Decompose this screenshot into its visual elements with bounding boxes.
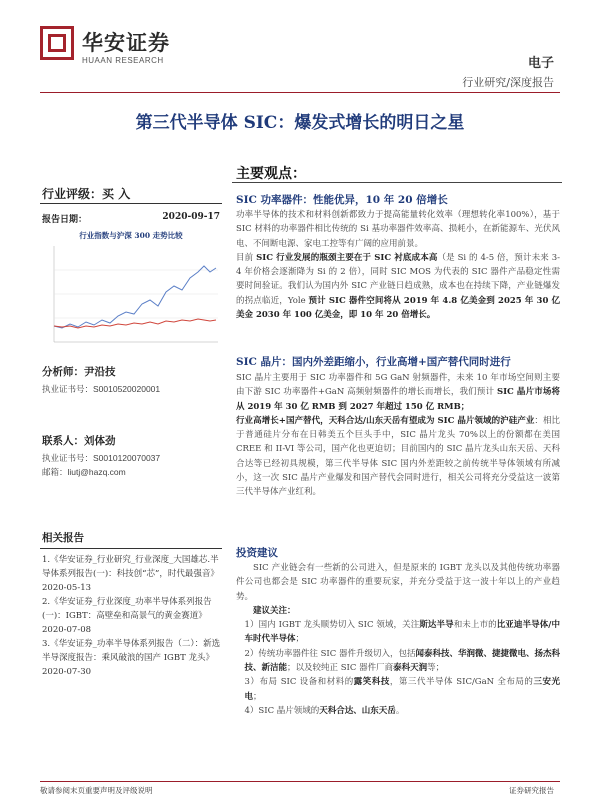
footer-divider bbox=[40, 781, 560, 782]
industry-rating bbox=[42, 185, 130, 202]
emphasis-text: SIC 行业发展的瓶颈主要在于 SIC 衬底成本高 bbox=[256, 252, 438, 263]
main-points-heading: 主要观点： bbox=[236, 165, 306, 181]
date-value: 2020-09-17 bbox=[162, 212, 220, 222]
footer-label: 证券研究报告 bbox=[509, 786, 554, 795]
section-heading-sic-wafer: SIC 晶片：国内外差距缩小，行业高增+国产替代同时进行 bbox=[236, 356, 511, 368]
paragraph bbox=[236, 414, 560, 500]
text-run: ：相比于普通硅片分布在日韩美五个巨头手中，SIC 晶片龙头 70%以上的份额都在美国 CREE 和 II-VI 等公司，国产化也更迫切；目前国内的 SIC 晶片龙头山东天岳、天科合达等已经初具规模，第三代半导体 SIC 国内外差距较之前传统半导体领域有所减小，这一次 SIC 晶片产业爆发和国产替代会同时进行，相关公司将充分受益这一波第三代半导体产业红利。 bbox=[236, 415, 560, 498]
brand-logo-mark bbox=[40, 26, 74, 60]
page-title: 第三代半导体 SIC：爆发式增长的明日之星 bbox=[135, 113, 465, 133]
company-name: 泰科天润 bbox=[393, 663, 428, 674]
contact-heading bbox=[42, 433, 116, 448]
analyst-cert: 执业证书号：S0010520020001 bbox=[42, 384, 161, 394]
section-sic-devices-body bbox=[236, 208, 560, 322]
text-run: 4）SIC 晶片领域的 bbox=[244, 705, 320, 716]
report-date bbox=[42, 212, 220, 225]
company-name: 露笑科技 bbox=[353, 677, 390, 688]
related-report-item[interactable]: 3.《华安证券_功率半导体系列报告（二）：新选半导深度报告：乘风破浪的国产 IGBT 龙头》2020-07-30 bbox=[42, 639, 221, 677]
text-run: ，第三代半导体 SIC/GaN 全布局的 bbox=[389, 677, 534, 688]
emphasis-text: 预计 SIC 器件空间将从 2019 年 4.8 亿美金到 2025 年 30 亿美金 2030 年 100 亿美金，即 10 年 20 倍增长。 bbox=[236, 295, 560, 321]
text-run: SIC 晶片主要用于 SIC 功率器件和 5G GaN 射频器件，未来 10 年市场空间则主要由下游 SIC 功率器件+GaN 高频射频器件的增长而增长，我们预计 bbox=[236, 373, 560, 398]
recommendation-item bbox=[236, 704, 560, 718]
text-run: ； bbox=[295, 634, 305, 645]
company-name: 三安光电 bbox=[244, 677, 560, 702]
chart-series-industry bbox=[54, 266, 216, 328]
contact-cert: 执业证书号：S0010120070037 bbox=[42, 453, 161, 463]
brand-name: 华安证券 bbox=[82, 30, 170, 55]
related-reports-list bbox=[42, 553, 222, 679]
text-run: 。 bbox=[395, 705, 405, 716]
related-report-item[interactable]: 1.《华安证券_行业研究_行业深度_大国雄芯.半导体系列报告(一)：科技创“芯”，时代最强音》2020-05-13 bbox=[42, 555, 219, 593]
brand-name-en: HUAAN RESEARCH bbox=[82, 56, 164, 65]
contact-email[interactable]: 邮箱：liutj@hazq.com bbox=[42, 467, 126, 477]
chart-plot bbox=[40, 242, 222, 352]
analyst-heading bbox=[42, 364, 116, 379]
recommendation-list bbox=[236, 618, 560, 718]
index-comparison-chart bbox=[40, 230, 222, 350]
section-sic-wafer-body bbox=[236, 371, 560, 500]
company-name: 天科合达、山东天岳 bbox=[319, 705, 396, 716]
text-run: ；以及较纯正 SIC 器件厂商 bbox=[287, 663, 394, 674]
related-report-item[interactable]: 2.《华安证券_行业深度_功率半导体系列报告(一)：IGBT：高壁垒和高景气的黄金赛道》2020-07-08 bbox=[42, 597, 212, 635]
text-run: 3）布局 SIC 设备和材料的 bbox=[244, 677, 354, 688]
recommendation-item bbox=[236, 647, 560, 676]
company-name: 斯达半导 bbox=[419, 620, 454, 631]
text-run: 2）传统功率器件往 SIC 器件升级切入，包括 bbox=[244, 648, 416, 659]
section-investment-body bbox=[236, 561, 560, 718]
text-run: 目前 bbox=[236, 252, 257, 263]
text-run: （是 Si 的 4-5 倍，预计未来 3-4 年价格会逐渐降为 Si 的 2 倍），同时 SIC MOS 为代表的 SIC 器件产品稳定性需要时间验证。我们认为国内外 SIC 产业链日趋成熟，成本也在持续下降，产业链爆发的拐点临近，Yole bbox=[236, 252, 560, 306]
rating-label: 行业评级： bbox=[42, 187, 103, 201]
paragraph: SIC 产业链会有一些新的公司进入，但是原来的 IGBT 龙头以及其他传统功率器件公司也都会是 SIC 功率器件的重要玩家，并充分受益于这一波十年以上的产业趋势。 bbox=[236, 563, 560, 602]
header-divider bbox=[40, 92, 560, 93]
contact-label: 联系人： bbox=[42, 435, 84, 447]
text-run: 1）国内 IGBT 龙头顺势切入 SIC 领域，关注 bbox=[244, 620, 420, 631]
company-name: 比亚迪半导体/中车时代半导体 bbox=[244, 620, 560, 645]
main-points-divider bbox=[232, 182, 562, 183]
company-name: 闻泰科技、华润微、捷捷微电、扬杰科技、新洁能 bbox=[244, 648, 561, 674]
chart-title: 行业指数与沪深 300 走势比较 bbox=[79, 231, 183, 240]
recommendation-item bbox=[236, 618, 560, 647]
rating-value: 买 入 bbox=[102, 187, 131, 201]
paragraph bbox=[236, 251, 560, 322]
text-run: 和未上市的 bbox=[453, 620, 497, 631]
analyst-label: 分析师： bbox=[42, 366, 84, 378]
contact-name: 刘体劲 bbox=[84, 435, 116, 447]
analyst-name: 尹沿技 bbox=[84, 366, 116, 378]
rating-divider bbox=[40, 203, 222, 204]
emphasis-text: 行业高增长+国产替代，天科合达/山东天岳有望成为 SIC 晶片领域的沪硅产业 bbox=[236, 415, 535, 426]
report-category: 电子 bbox=[527, 56, 554, 71]
text-run: 等； bbox=[427, 663, 445, 674]
section-heading-sic-devices: SIC 功率器件：性能优异，10 年 20 倍增长 bbox=[236, 194, 448, 206]
focus-label: 建议关注： bbox=[253, 605, 296, 616]
emphasis-text: SIC 晶片市场将从 2019 年 30 亿 RMB 到 2027 年超过 150 亿 RMB； bbox=[236, 387, 560, 412]
text-run: ； bbox=[253, 691, 262, 702]
paragraph bbox=[236, 371, 560, 414]
recommendation-item bbox=[236, 675, 560, 704]
section-heading-investment: 投资建议 bbox=[236, 547, 278, 559]
report-subcategory: 行业研究/深度报告 bbox=[462, 76, 554, 89]
related-divider bbox=[40, 548, 222, 549]
paragraph: 功率半导体的技术和材料创新都致力于提高能量转化效率（理想转化率100%），基于 SIC 材料的功率器件相比传统的 Si 基功率器件效率高、损耗小，在新能源车、光伏风电、不间断电源、家电工控等有广阔的应用前景。 bbox=[236, 210, 560, 249]
related-reports-heading: 相关报告 bbox=[42, 532, 84, 544]
date-label: 报告日期： bbox=[42, 215, 88, 225]
footer-disclaimer: 敬请参阅末页重要声明及评级说明 bbox=[40, 786, 153, 795]
